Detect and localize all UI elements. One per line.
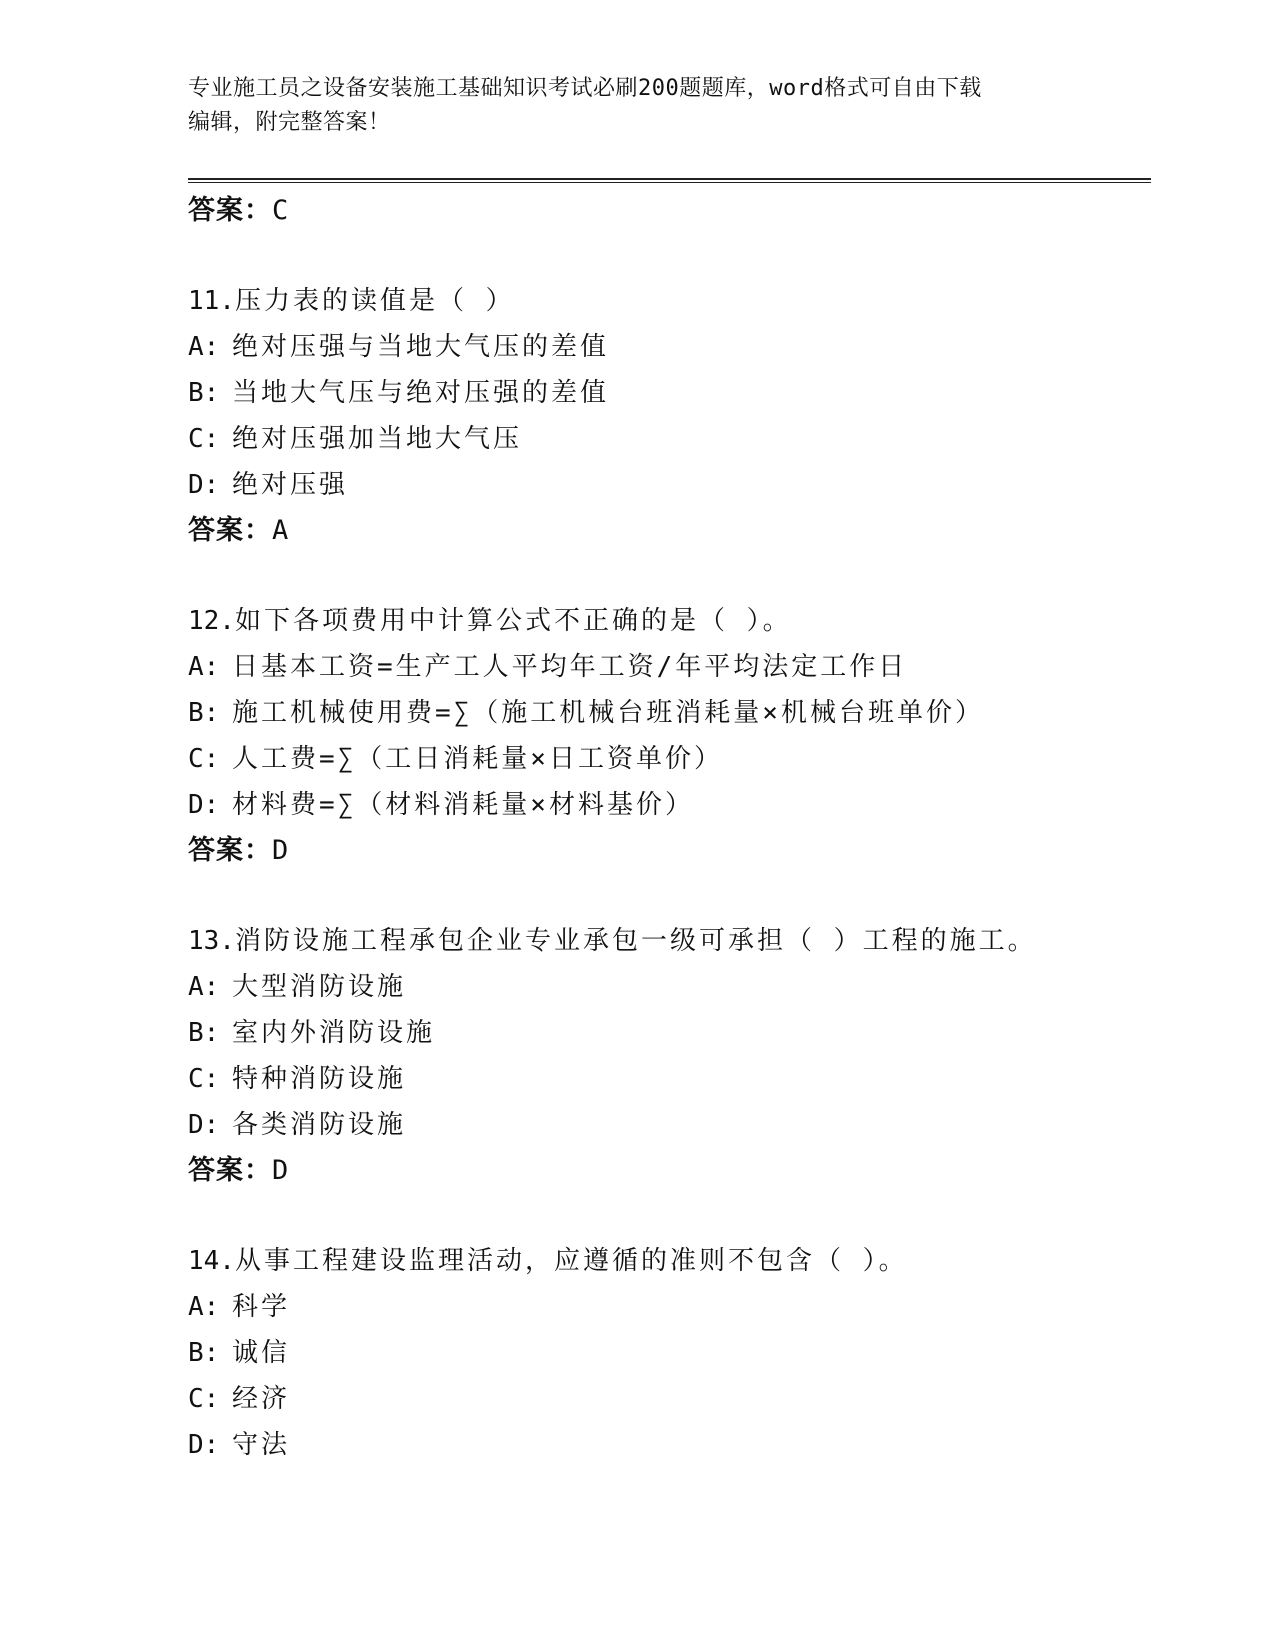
option-text: 施工机械使用费=∑（施工机械台班消耗量×机械台班单价） [232, 698, 984, 728]
option-text: 大型消防设施 [232, 972, 407, 1002]
option-letter: D: [188, 790, 220, 820]
answer-line [188, 188, 1151, 234]
answer-label: 答案： [188, 195, 272, 226]
option-letter: B: [188, 698, 220, 728]
header-title-line: 编辑，附完整答案！ [188, 110, 391, 135]
option-text: 人工费=∑（工日消耗量×日工资单价） [232, 744, 723, 774]
option-letter: A: [188, 972, 220, 1002]
option-text: 日基本工资=生产工人平均年工资/年平均法定工作日 [232, 652, 908, 682]
question-item [188, 598, 1151, 874]
option-b [188, 370, 1151, 416]
question-text: 压力表的读值是（ ） [234, 286, 515, 316]
option-text: 绝对压强加当地大气压 [232, 424, 523, 454]
question-text: 如下各项费用中计算公式不正确的是（ ）。 [234, 606, 792, 636]
document-body [188, 188, 1151, 1468]
option-a [188, 644, 1151, 690]
option-text: 材料费=∑（材料消耗量×材料基价） [232, 790, 694, 820]
answer-value: D [272, 1155, 290, 1186]
option-letter: B: [188, 1018, 220, 1048]
option-letter: D: [188, 1110, 220, 1140]
option-letter: A: [188, 652, 220, 682]
option-b [188, 1330, 1151, 1376]
option-c [188, 1376, 1151, 1422]
question-text: 消防设施工程承包企业专业承包一级可承担（ ）工程的施工。 [234, 926, 1037, 956]
question-item [188, 278, 1151, 554]
answer-label: 答案： [188, 835, 272, 866]
option-letter: B: [188, 1338, 220, 1368]
question-number: 14. [188, 1246, 235, 1276]
question-stem [188, 598, 1151, 644]
option-letter: A: [188, 1292, 220, 1322]
option-text: 守法 [232, 1430, 291, 1460]
option-a [188, 1284, 1151, 1330]
option-text: 诚信 [232, 1338, 291, 1368]
answer-label: 答案： [188, 1155, 272, 1186]
option-b [188, 1010, 1151, 1056]
option-a [188, 964, 1151, 1010]
answer-value: D [272, 835, 290, 866]
option-c [188, 736, 1151, 782]
question-number: 13. [188, 926, 235, 956]
option-text: 经济 [232, 1384, 291, 1414]
question-number: 12. [188, 606, 235, 636]
question-number: 11. [188, 286, 235, 316]
answer-line [188, 1148, 1151, 1194]
answer-value: A [272, 515, 290, 546]
answer-value: C [272, 195, 290, 226]
option-d [188, 782, 1151, 828]
answer-label: 答案： [188, 515, 272, 546]
option-letter: B: [188, 378, 220, 408]
option-a [188, 324, 1151, 370]
answer-line [188, 508, 1151, 554]
option-letter: A: [188, 332, 220, 362]
question-stem [188, 918, 1151, 964]
option-letter: C: [188, 1384, 220, 1414]
question-text: 从事工程建设监理活动，应遵循的准则不包含（ ）。 [234, 1246, 908, 1276]
option-text: 特种消防设施 [232, 1064, 407, 1094]
option-text: 室内外消防设施 [232, 1018, 436, 1048]
option-d [188, 1102, 1151, 1148]
question-item [188, 918, 1151, 1194]
option-c [188, 416, 1151, 462]
option-letter: D: [188, 1430, 220, 1460]
option-letter: C: [188, 1064, 220, 1094]
option-letter: D: [188, 470, 220, 500]
option-letter: C: [188, 424, 220, 454]
question-stem [188, 1238, 1151, 1284]
question-item [188, 1238, 1151, 1468]
option-text: 科学 [232, 1292, 291, 1322]
option-d [188, 1422, 1151, 1468]
header-title-line: 专业施工员之设备安装施工基础知识考试必刷200题题库，word格式可自由下载 [188, 76, 982, 101]
answer-line [188, 828, 1151, 874]
document-header [188, 72, 1088, 140]
question-stem [188, 278, 1151, 324]
option-text: 绝对压强 [232, 470, 349, 500]
option-text: 各类消防设施 [232, 1110, 407, 1140]
option-c [188, 1056, 1151, 1102]
option-b [188, 690, 1151, 736]
option-letter: C: [188, 744, 220, 774]
option-d [188, 462, 1151, 508]
header-divider [188, 178, 1151, 183]
option-text: 当地大气压与绝对压强的差值 [232, 378, 610, 408]
option-text: 绝对压强与当地大气压的差值 [232, 332, 610, 362]
